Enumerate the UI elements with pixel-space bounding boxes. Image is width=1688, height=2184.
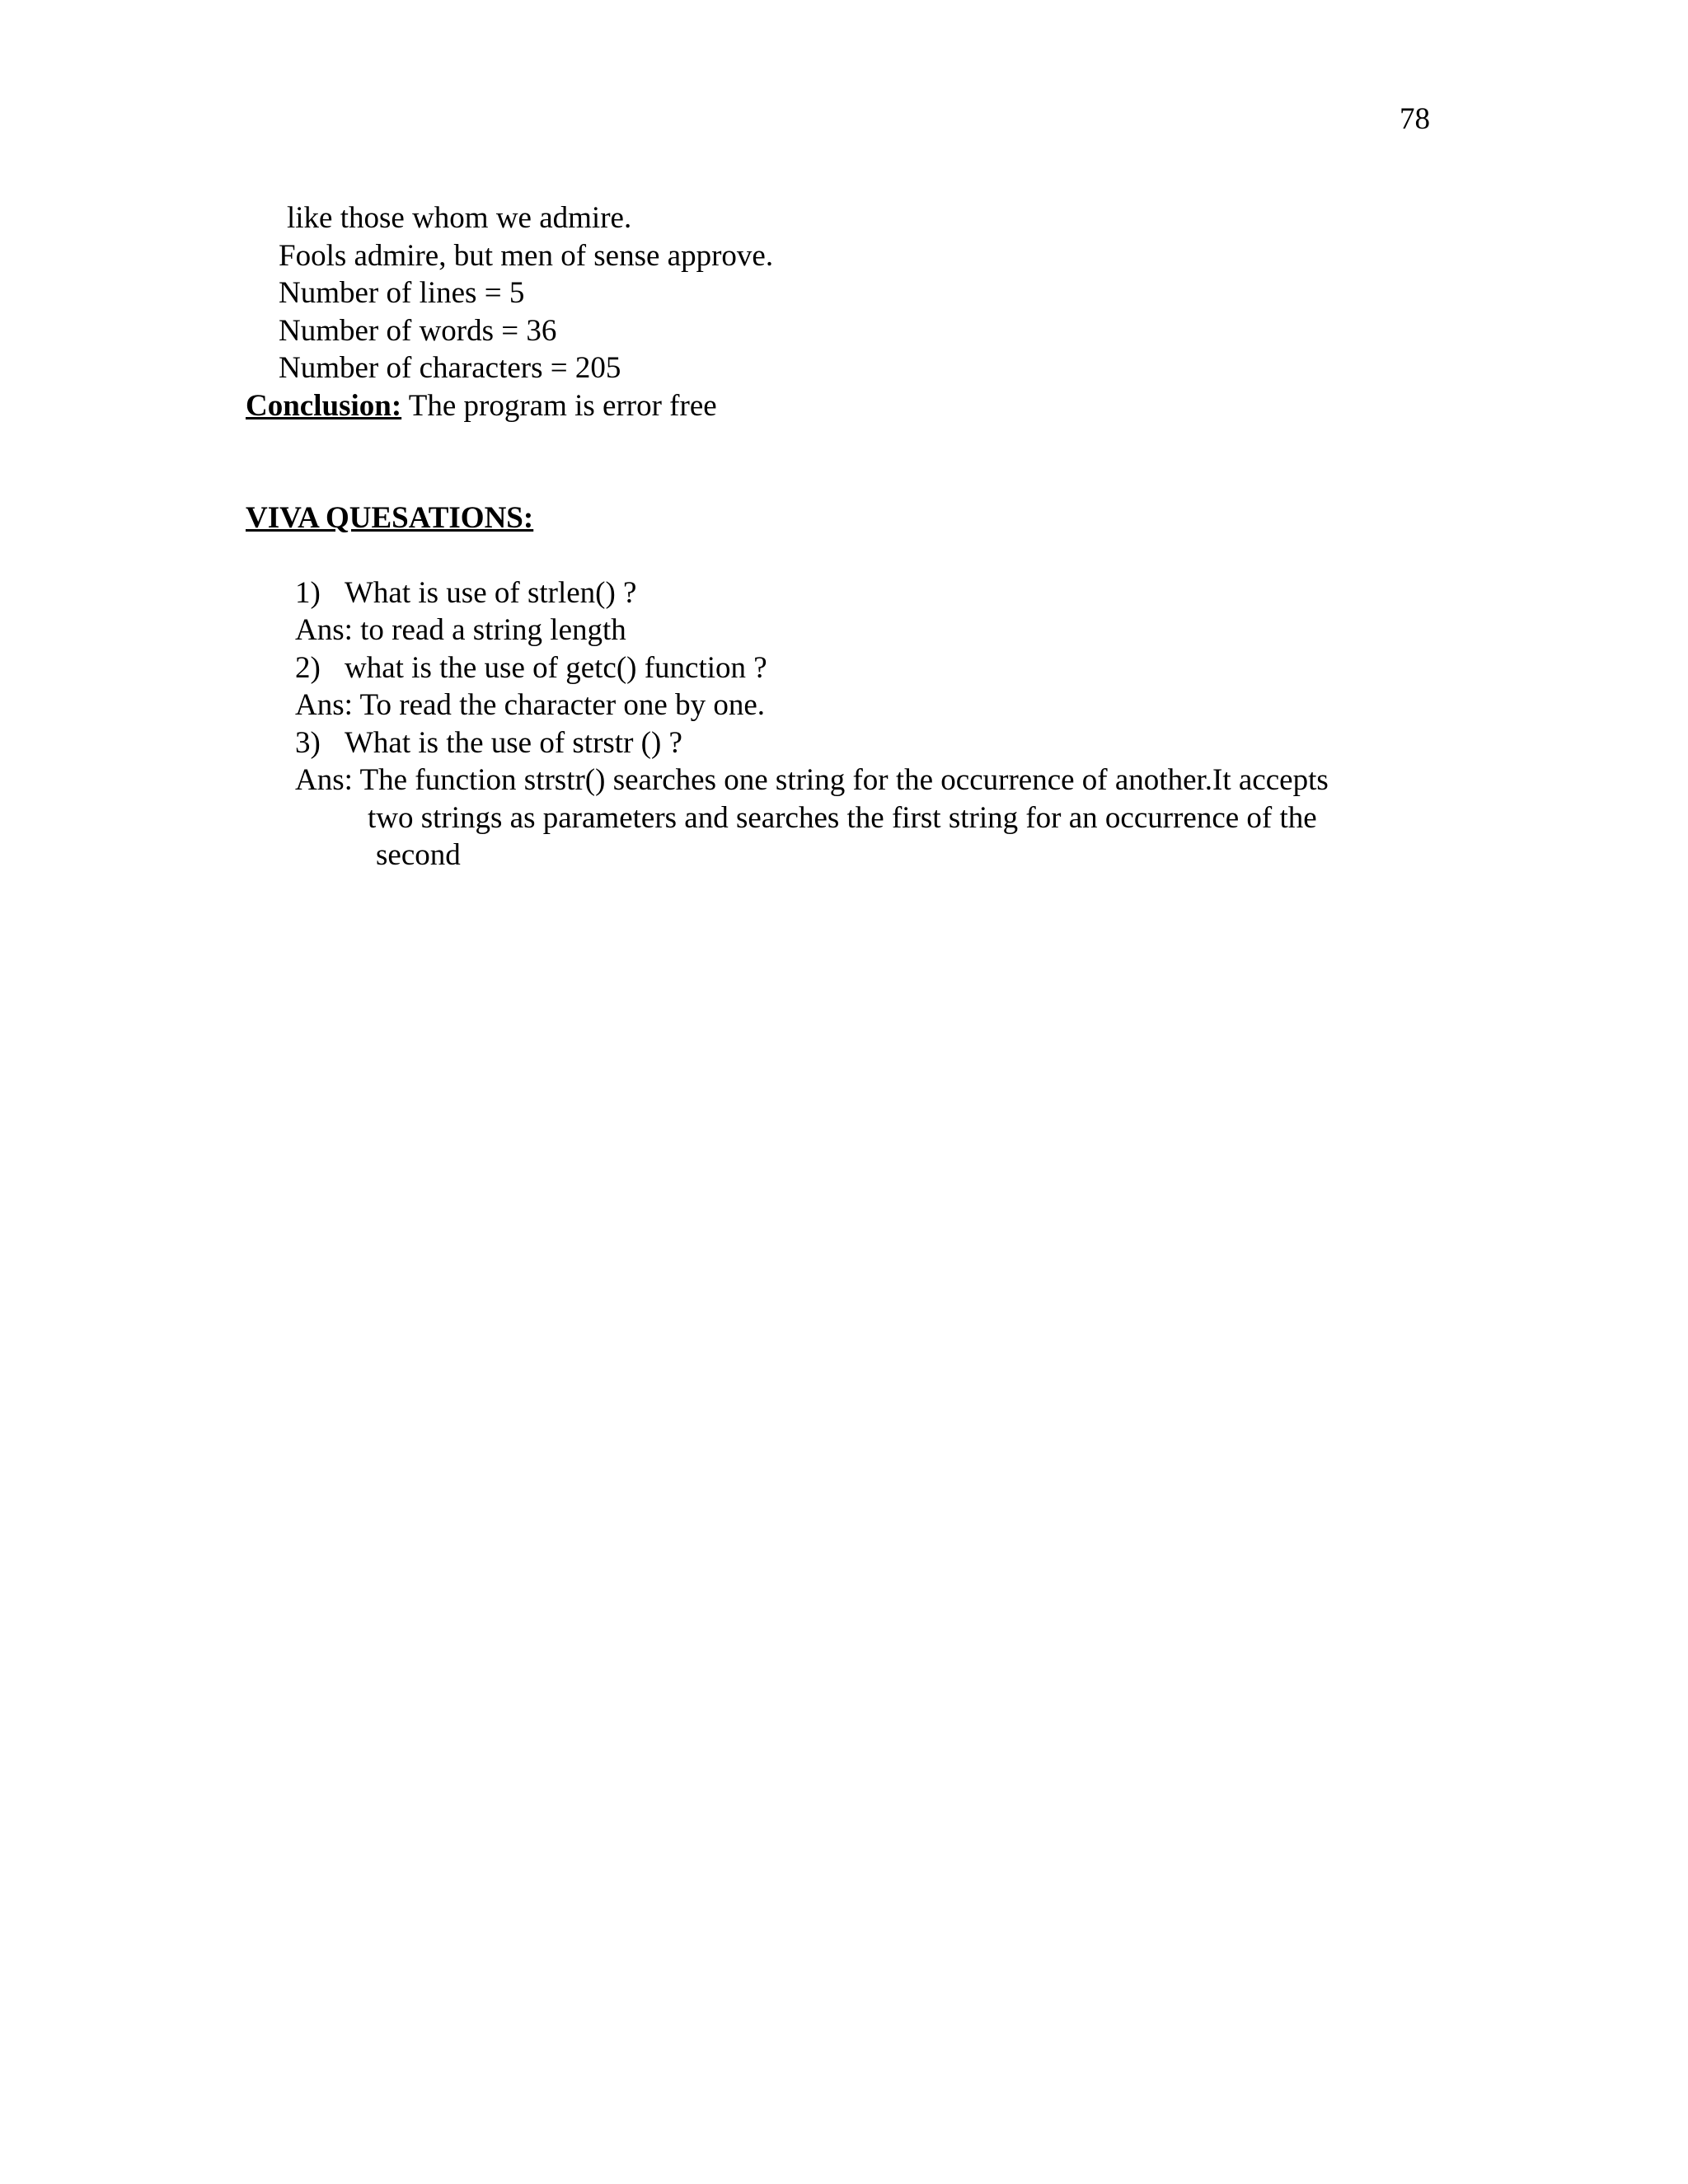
question-2 bbox=[295, 649, 767, 687]
question-3 bbox=[295, 724, 682, 762]
answer-3-line: second bbox=[376, 838, 461, 872]
answer-1: Ans: to read a string length bbox=[295, 613, 626, 647]
conclusion bbox=[246, 387, 717, 425]
question-number: 2) bbox=[295, 651, 321, 685]
answer-3-line: Ans: The function strstr() searches one string for the occurrence of another.It accepts bbox=[295, 763, 1329, 797]
output-line: like those whom we admire. bbox=[287, 201, 632, 235]
question-text: what is the use of getc() function ? bbox=[345, 651, 767, 685]
question-1 bbox=[295, 574, 636, 612]
output-line: Fools admire, but men of sense approve. bbox=[279, 239, 774, 273]
question-text: What is the use of strstr () ? bbox=[345, 726, 682, 760]
page-number: 78 bbox=[1400, 102, 1430, 136]
conclusion-label: Conclusion: bbox=[246, 389, 402, 423]
answer-2: Ans: To read the character one by one. bbox=[295, 688, 765, 722]
output-line: Number of words = 36 bbox=[279, 314, 557, 348]
question-text: What is use of strlen() ? bbox=[345, 576, 637, 610]
output-line: Number of lines = 5 bbox=[279, 276, 525, 310]
question-number: 3) bbox=[295, 726, 321, 760]
viva-heading: VIVA QUESATIONS: bbox=[246, 501, 534, 535]
answer-3-line: two strings as parameters and searches the first string for an occurrence of the bbox=[368, 801, 1317, 835]
question-number: 1) bbox=[295, 576, 321, 610]
conclusion-text: The program is error free bbox=[401, 389, 717, 423]
output-line: Number of characters = 205 bbox=[279, 351, 621, 385]
